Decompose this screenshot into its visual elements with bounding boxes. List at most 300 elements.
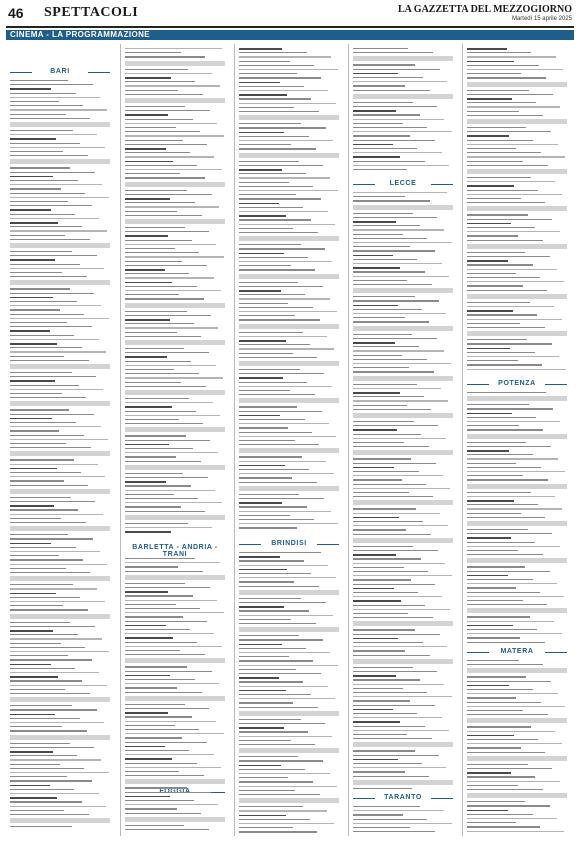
listing-text-line bbox=[125, 173, 180, 174]
listing-text-line bbox=[239, 298, 330, 299]
listing-text-line bbox=[125, 583, 185, 584]
listing-text-line bbox=[239, 52, 307, 53]
listing-text-line bbox=[239, 232, 318, 233]
listing-text-line bbox=[125, 244, 216, 245]
listing-text-line bbox=[10, 543, 51, 545]
listing-text-line bbox=[467, 185, 514, 187]
listing-text-line bbox=[125, 440, 210, 441]
listing-text-line bbox=[10, 268, 104, 269]
listing-text-line bbox=[10, 464, 98, 465]
listing-text-line bbox=[125, 231, 209, 232]
listing-text-line bbox=[125, 277, 214, 278]
column-4 bbox=[348, 44, 457, 836]
listing-text-line bbox=[10, 101, 59, 102]
listing-text-line bbox=[353, 554, 396, 556]
listing-text-line bbox=[10, 414, 94, 415]
listing-text-line bbox=[10, 514, 103, 515]
listing-text-line bbox=[10, 255, 97, 256]
listing-header-bar bbox=[239, 236, 339, 241]
listing-text-line bbox=[467, 747, 521, 748]
listing-text-line bbox=[467, 348, 510, 350]
column-1 bbox=[6, 44, 114, 836]
listing-text-line bbox=[353, 388, 441, 389]
listing-text-line bbox=[239, 257, 308, 258]
listing-text-line bbox=[467, 583, 557, 584]
listing-text-line bbox=[353, 276, 449, 277]
listing-text-line bbox=[353, 267, 400, 269]
listing-text-line bbox=[125, 523, 188, 524]
listing-text-line bbox=[353, 550, 438, 551]
listing-text-line bbox=[10, 409, 69, 410]
listing-text-line bbox=[353, 646, 447, 647]
listing-text-line bbox=[239, 827, 293, 828]
city-heading-taranto: TARANTO bbox=[349, 794, 457, 801]
listing-text-line bbox=[353, 688, 403, 689]
listing-text-line bbox=[239, 357, 317, 358]
listing-text-line bbox=[10, 351, 106, 352]
listing-text-line bbox=[467, 302, 530, 303]
listing-text-line bbox=[353, 579, 411, 580]
listing-text-line bbox=[239, 219, 311, 220]
listing-text-line bbox=[10, 109, 107, 110]
listing-text-line bbox=[125, 671, 212, 672]
listing-text-line bbox=[239, 815, 286, 817]
listing-text-line bbox=[467, 529, 528, 530]
listing-text-line bbox=[125, 654, 205, 655]
listing-text-line bbox=[353, 484, 426, 485]
listing-text-line bbox=[239, 440, 295, 441]
listing-text-line bbox=[467, 772, 511, 774]
listing-text-line bbox=[467, 152, 541, 153]
listing-text-line bbox=[239, 623, 316, 624]
listing-text-line bbox=[353, 650, 405, 651]
listing-text-line bbox=[353, 296, 415, 297]
listing-text-line bbox=[239, 336, 327, 337]
listing-text-line bbox=[239, 639, 323, 640]
listing-text-line bbox=[10, 726, 62, 727]
city-heading-barletta-andria-trani: BARLETTA - ANDRIA - TRANI bbox=[132, 544, 218, 558]
listing-text-line bbox=[467, 352, 535, 353]
listing-text-line bbox=[10, 814, 89, 815]
listing-header-bar bbox=[467, 608, 567, 613]
listing-text-line bbox=[353, 263, 442, 264]
listing-header-bar bbox=[125, 98, 225, 103]
listing-text-line bbox=[353, 634, 440, 635]
listing-text-line bbox=[353, 346, 419, 347]
listing-text-line bbox=[239, 419, 305, 420]
section-title: SPETTACOLI bbox=[44, 5, 139, 20]
listing-text-line bbox=[353, 396, 424, 397]
listing-text-line bbox=[353, 106, 437, 107]
listing-header-bar bbox=[467, 484, 567, 489]
listing-text-line bbox=[239, 98, 311, 99]
listing-text-line bbox=[353, 692, 427, 693]
listing-text-line bbox=[353, 709, 393, 711]
listing-text-line bbox=[125, 490, 215, 491]
listing-text-line bbox=[353, 496, 433, 497]
listing-text-line bbox=[353, 271, 425, 272]
listing-text-line bbox=[353, 140, 435, 141]
listing-text-line bbox=[10, 547, 76, 548]
listing-text-line bbox=[353, 776, 429, 777]
listing-text-line bbox=[10, 564, 107, 565]
listing-text-line bbox=[353, 642, 423, 643]
listing-text-line bbox=[10, 751, 53, 753]
listing-text-line bbox=[10, 301, 77, 302]
listing-text-line bbox=[125, 240, 192, 241]
listing-text-line bbox=[10, 793, 99, 794]
listing-text-line bbox=[239, 736, 332, 737]
listing-text-line bbox=[467, 592, 540, 593]
listing-text-line bbox=[353, 409, 431, 410]
listing-text-line bbox=[239, 194, 296, 195]
listing-header-bar bbox=[239, 448, 339, 453]
listing-text-line bbox=[239, 123, 301, 124]
listing-header-bar bbox=[353, 780, 453, 785]
listing-text-line bbox=[239, 527, 297, 528]
listing-text-line bbox=[239, 177, 330, 178]
listing-text-line bbox=[239, 831, 317, 832]
listing-text-line bbox=[353, 525, 448, 526]
listing-text-line bbox=[10, 326, 92, 327]
listing-text-line bbox=[10, 397, 86, 398]
listing-text-line bbox=[125, 506, 181, 507]
page-number: 46 bbox=[8, 5, 24, 21]
listing-text-line bbox=[467, 413, 512, 415]
listing-text-line bbox=[125, 269, 165, 271]
listing-text-line bbox=[125, 423, 203, 424]
listing-text-line bbox=[353, 338, 437, 339]
listing-text-line bbox=[467, 739, 538, 740]
listing-text-line bbox=[239, 723, 325, 724]
listing-text-line bbox=[10, 668, 75, 669]
listing-text-line bbox=[239, 48, 282, 50]
listing-text-line bbox=[125, 265, 207, 266]
listing-text-line bbox=[10, 114, 66, 115]
listing-header-bar bbox=[239, 324, 339, 329]
listing-text-line bbox=[239, 65, 314, 66]
newspaper-masthead: LA GAZZETTA DEL MEZZOGIORNO bbox=[397, 4, 572, 15]
listing-header-bar bbox=[239, 115, 339, 120]
listing-text-line bbox=[353, 605, 425, 606]
listing-text-line bbox=[239, 315, 295, 316]
listing-text-line bbox=[10, 626, 95, 627]
listing-text-line bbox=[125, 477, 208, 478]
listing-text-line bbox=[353, 730, 449, 731]
listing-text-line bbox=[125, 485, 191, 486]
listing-text-line bbox=[10, 680, 82, 681]
listing-text-line bbox=[125, 69, 188, 70]
listing-text-line bbox=[353, 463, 436, 464]
listing-text-line bbox=[467, 629, 537, 630]
listing-text-line bbox=[10, 84, 93, 85]
listing-text-line bbox=[125, 629, 190, 630]
listing-text-line bbox=[10, 176, 53, 178]
listing-text-line bbox=[10, 655, 68, 656]
listing-text-line bbox=[467, 227, 535, 228]
listing-text-line bbox=[467, 256, 550, 257]
listing-text-line bbox=[353, 363, 451, 364]
listing-header-bar bbox=[353, 742, 453, 747]
listing-text-line bbox=[125, 729, 199, 730]
listing-text-line bbox=[239, 73, 297, 74]
listing-text-line bbox=[467, 706, 565, 707]
listing-text-line bbox=[239, 473, 334, 474]
listing-text-line bbox=[125, 256, 224, 257]
listing-text-line bbox=[125, 435, 186, 436]
listing-text-line bbox=[125, 336, 201, 337]
listing-text-line bbox=[353, 359, 427, 360]
listing-text-line bbox=[10, 235, 65, 236]
listing-header-bar bbox=[353, 621, 453, 626]
listing-text-line bbox=[353, 529, 406, 530]
listing-text-line bbox=[467, 600, 523, 601]
listing-text-line bbox=[239, 806, 303, 807]
listing-text-line bbox=[353, 617, 433, 618]
listing-text-line bbox=[353, 609, 450, 610]
listing-header-bar bbox=[10, 526, 110, 531]
listing-text-line bbox=[353, 717, 442, 718]
listing-text-line bbox=[239, 369, 300, 370]
listing-text-line bbox=[125, 286, 197, 287]
listing-text-line bbox=[467, 194, 562, 195]
listing-text-line bbox=[467, 571, 550, 572]
listing-text-line bbox=[353, 238, 427, 239]
listing-text-line bbox=[467, 323, 520, 324]
listing-text-line bbox=[353, 446, 429, 447]
listing-text-line bbox=[467, 156, 565, 157]
listing-text-line bbox=[239, 690, 286, 692]
listing-text-line bbox=[353, 144, 393, 146]
listing-text-line bbox=[467, 752, 545, 753]
listing-text-line bbox=[125, 194, 212, 195]
listing-text-line bbox=[467, 500, 514, 502]
listing-text-line bbox=[10, 638, 102, 639]
listing-text-line bbox=[467, 269, 557, 270]
listing-text-line bbox=[125, 135, 224, 136]
listing-text-line bbox=[125, 114, 168, 116]
listing-text-line bbox=[239, 311, 337, 312]
listing-text-line bbox=[125, 444, 169, 446]
listing-text-line bbox=[353, 259, 417, 260]
listing-text-line bbox=[10, 264, 80, 265]
listing-text-line bbox=[10, 230, 107, 231]
listing-text-line bbox=[239, 586, 319, 587]
listing-text-line bbox=[353, 467, 394, 469]
listing-header-bar bbox=[467, 206, 567, 211]
listing-text-line bbox=[467, 689, 533, 690]
listing-text-line bbox=[10, 768, 84, 769]
listing-text-line bbox=[353, 546, 413, 547]
listing-text-line bbox=[125, 758, 172, 760]
listing-text-line bbox=[239, 669, 296, 670]
listing-text-line bbox=[10, 472, 81, 473]
listing-text-line bbox=[239, 707, 318, 708]
listing-header-bar bbox=[125, 340, 225, 345]
listing-text-line bbox=[10, 497, 71, 498]
city-heading-potenza: POTENZA bbox=[463, 380, 571, 387]
programme-band bbox=[6, 30, 574, 40]
listing-text-line bbox=[467, 319, 562, 320]
listing-text-line bbox=[467, 587, 516, 588]
listing-text-line bbox=[125, 608, 200, 609]
listing-text-line bbox=[239, 253, 284, 255]
listing-header-bar bbox=[125, 779, 225, 784]
listing-text-line bbox=[239, 765, 281, 767]
listing-text-line bbox=[125, 123, 217, 124]
listing-text-line bbox=[125, 571, 203, 572]
listing-text-line bbox=[239, 731, 308, 732]
listing-text-line bbox=[125, 721, 216, 722]
listing-text-line bbox=[353, 679, 420, 680]
listing-text-line bbox=[239, 348, 334, 349]
listing-text-line bbox=[125, 411, 196, 412]
listing-text-line bbox=[239, 635, 299, 636]
listing-header-bar bbox=[353, 500, 453, 505]
listing-text-line bbox=[239, 660, 313, 661]
listing-text-line bbox=[125, 161, 173, 163]
header-rule bbox=[6, 26, 574, 28]
listing-text-line bbox=[353, 192, 447, 193]
listing-text-line bbox=[353, 819, 427, 820]
listing-text-line bbox=[353, 700, 410, 701]
listing-text-line bbox=[10, 755, 77, 756]
listing-text-line bbox=[239, 319, 320, 320]
listing-text-line bbox=[467, 48, 507, 50]
listing-text-line bbox=[467, 240, 543, 241]
listing-text-line bbox=[353, 196, 405, 197]
listing-header-bar bbox=[125, 658, 225, 663]
listing-text-line bbox=[239, 602, 326, 603]
listing-text-line bbox=[10, 130, 73, 131]
listing-text-line bbox=[125, 600, 217, 601]
listing-text-line bbox=[10, 385, 79, 386]
listing-text-line bbox=[353, 488, 450, 489]
listing-header-bar bbox=[125, 817, 225, 822]
listing-text-line bbox=[125, 323, 194, 324]
listing-text-line bbox=[239, 415, 280, 417]
listing-header-bar bbox=[10, 451, 110, 456]
listing-text-line bbox=[467, 693, 558, 694]
listing-text-line bbox=[125, 56, 205, 57]
listing-text-line bbox=[125, 527, 212, 528]
listing-text-line bbox=[467, 219, 552, 220]
listing-text-line bbox=[239, 406, 297, 407]
listing-text-line bbox=[353, 705, 435, 706]
listing-text-line bbox=[239, 82, 280, 84]
listing-text-line bbox=[10, 810, 64, 811]
listing-text-line bbox=[125, 646, 222, 647]
listing-text-line bbox=[239, 819, 310, 820]
listing-header-bar bbox=[239, 798, 339, 803]
listing-header-bar bbox=[467, 558, 567, 563]
listing-header-bar bbox=[10, 735, 110, 740]
listing-text-line bbox=[353, 434, 421, 435]
listing-text-line bbox=[353, 221, 396, 223]
listing-text-line bbox=[125, 377, 223, 378]
listing-text-line bbox=[10, 209, 51, 211]
listing-text-line bbox=[10, 634, 78, 635]
listing-text-line bbox=[125, 85, 220, 86]
listing-header-bar bbox=[353, 450, 453, 455]
listing-text-line bbox=[125, 650, 180, 651]
listing-text-line bbox=[10, 197, 109, 198]
listing-text-line bbox=[239, 498, 324, 499]
listing-text-line bbox=[353, 255, 393, 257]
listing-text-line bbox=[467, 621, 554, 622]
listing-header-bar bbox=[10, 364, 110, 369]
listing-text-line bbox=[125, 352, 209, 353]
listing-text-line bbox=[10, 676, 58, 678]
listing-header-bar bbox=[353, 288, 453, 293]
listing-header-bar bbox=[125, 575, 225, 580]
listing-text-line bbox=[239, 244, 301, 245]
listing-text-line bbox=[10, 509, 78, 510]
listing-text-line bbox=[467, 273, 516, 274]
listing-text-line bbox=[10, 430, 59, 431]
listing-text-line bbox=[239, 332, 303, 333]
listing-text-line bbox=[125, 637, 173, 639]
listing-text-line bbox=[467, 789, 543, 790]
listing-header-bar bbox=[467, 331, 567, 336]
listing-text-line bbox=[239, 411, 322, 412]
listing-text-line bbox=[125, 675, 170, 677]
listing-header-bar bbox=[467, 521, 567, 526]
listing-text-line bbox=[467, 135, 509, 137]
listing-text-line bbox=[10, 605, 63, 606]
listing-text-line bbox=[125, 177, 205, 178]
listing-text-line bbox=[125, 771, 179, 772]
listing-text-line bbox=[467, 131, 551, 132]
listing-text-line bbox=[353, 827, 410, 828]
listing-text-line bbox=[353, 90, 430, 91]
listing-text-line bbox=[239, 577, 336, 578]
listing-text-line bbox=[239, 756, 298, 757]
listing-text-line bbox=[467, 697, 516, 698]
listing-text-line bbox=[10, 747, 94, 748]
listing-text-line bbox=[353, 458, 411, 459]
listing-text-line bbox=[10, 588, 97, 589]
listing-text-line bbox=[353, 234, 403, 235]
listing-text-line bbox=[125, 804, 218, 805]
listing-text-line bbox=[125, 127, 176, 128]
listing-text-line bbox=[125, 152, 190, 153]
listing-text-line bbox=[467, 575, 508, 577]
listing-text-line bbox=[125, 215, 202, 216]
listing-text-line bbox=[10, 722, 104, 723]
listing-text-line bbox=[125, 750, 189, 751]
listing-text-line bbox=[467, 731, 555, 732]
listing-text-line bbox=[125, 419, 179, 420]
listing-text-line bbox=[125, 290, 221, 291]
listing-header-bar bbox=[125, 61, 225, 66]
listing-text-line bbox=[353, 492, 409, 493]
listing-text-line bbox=[10, 705, 72, 706]
listing-text-line bbox=[353, 114, 420, 115]
listing-text-line bbox=[467, 642, 545, 643]
listing-text-line bbox=[467, 408, 553, 409]
listing-header-bar bbox=[125, 465, 225, 470]
listing-text-line bbox=[125, 48, 222, 49]
listing-text-line bbox=[353, 823, 452, 824]
listing-text-line bbox=[125, 211, 177, 212]
listing-text-line bbox=[239, 456, 302, 457]
listing-text-line bbox=[353, 831, 435, 832]
programme-title: CINEMA - LA PROGRAMMAZIONE bbox=[10, 30, 151, 39]
listing-text-line bbox=[353, 156, 400, 158]
listing-header-bar bbox=[10, 280, 110, 285]
listing-text-line bbox=[467, 826, 540, 827]
